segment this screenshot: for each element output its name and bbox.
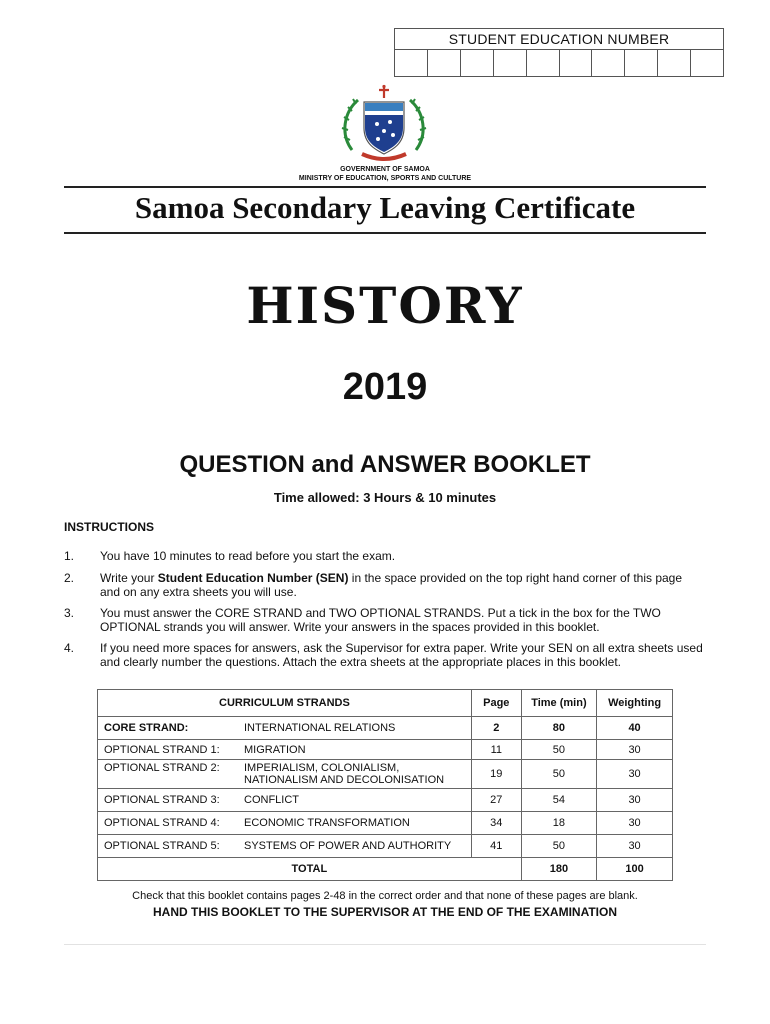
- strand-name: CONFLICT: [244, 794, 299, 806]
- hand-in-note: HAND THIS BOOKLET TO THE SUPERVISOR AT THE END OF THE EXAMINATION: [152, 905, 618, 919]
- instruction-number: 2.: [64, 571, 75, 585]
- header-time: Time (min): [521, 690, 596, 717]
- weight-cell: 30: [597, 760, 673, 789]
- page-cell: 19: [471, 760, 521, 789]
- sen-cell[interactable]: [395, 50, 428, 76]
- strand-label: OPTIONAL STRAND 5:: [104, 840, 220, 852]
- page-cell: 34: [471, 812, 521, 835]
- instruction-text: If you need more spaces for answers, ask the Supervisor for extra paper. Write your SEN on all extra sheets used and clearly number the questions. Attach the extra sheets at the appropriate places in this booklet.: [100, 641, 703, 669]
- samoa-coat-of-arms-icon: [338, 84, 430, 164]
- table-row: [98, 760, 673, 789]
- strand-cell: [98, 760, 472, 789]
- instruction-number: 1.: [64, 549, 75, 563]
- strand-label: OPTIONAL STRAND 1:: [104, 743, 220, 756]
- strand-label: OPTIONAL STRAND 3:: [104, 794, 220, 806]
- instruction-item: [64, 641, 704, 669]
- weight-cell: 30: [597, 835, 673, 858]
- weight-cell: 30: [597, 789, 673, 812]
- instruction-item: [64, 571, 704, 599]
- strand-name: MIGRATION: [244, 743, 306, 756]
- instruction-item: [64, 606, 704, 634]
- time-cell: 18: [521, 812, 596, 835]
- instruction-text-bold: Student Education Number (SEN): [157, 571, 349, 585]
- instruction-text-post: in the space provided on the top right hand corner of this page and on any extra sheets you will use.: [100, 571, 683, 599]
- strand-label: OPTIONAL STRAND 2:: [104, 762, 220, 774]
- table-row: [98, 835, 673, 858]
- weight-cell: 40: [597, 717, 673, 740]
- instructions-heading: INSTRUCTIONS: [64, 520, 154, 534]
- strand-name: IMPERIALISM, COLONIALISM, NATIONALISM AND DECOLONISATION: [244, 762, 445, 786]
- time-cell: 50: [521, 760, 596, 789]
- table-row: [98, 789, 673, 812]
- certificate-title: Samoa Secondary Leaving Certificate: [134, 190, 636, 225]
- time-allowed: Time allowed: 3 Hours & 10 minutes: [273, 490, 497, 505]
- instruction-text: [100, 571, 704, 599]
- table-header-row: [98, 690, 673, 717]
- sen-cell[interactable]: [625, 50, 658, 76]
- total-time: 180: [521, 858, 596, 881]
- strand-cell: [98, 740, 472, 760]
- sen-cell[interactable]: [461, 50, 494, 76]
- strand-label: CORE STRAND:: [104, 722, 189, 734]
- weight-cell: 30: [597, 740, 673, 760]
- table-row: [98, 812, 673, 835]
- booklet-title: QUESTION and ANSWER BOOKLET: [179, 451, 591, 478]
- instruction-text: You must answer the CORE STRAND and TWO OPTIONAL STRANDS. Put a tick in the box for the TWO OPTIONAL strands you will answer. Write your answers in the spaces provided in this booklet.: [100, 606, 661, 634]
- total-weight: 100: [597, 858, 673, 881]
- strand-name: ECONOMIC TRANSFORMATION: [244, 817, 410, 829]
- strand-label: OPTIONAL STRAND 4:: [104, 817, 220, 829]
- sen-cells: [395, 50, 723, 76]
- strand-cell: [98, 717, 472, 740]
- header-strands: CURRICULUM STRANDS: [98, 690, 472, 717]
- strand-cell: [98, 789, 472, 812]
- sen-cell[interactable]: [592, 50, 625, 76]
- divider: [64, 186, 706, 188]
- time-cell: 50: [521, 740, 596, 760]
- page-cell: 2: [471, 717, 521, 740]
- table-row: [98, 717, 673, 740]
- ministry-name: MINISTRY OF EDUCATION, SPORTS AND CULTURE: [298, 175, 472, 182]
- page-check-note: Check that this booklet contains pages 2-48 in the correct order and that none of these pages are blank.: [132, 890, 638, 902]
- total-row: [98, 858, 673, 881]
- strand-name: SYSTEMS OF POWER AND AUTHORITY: [244, 840, 452, 852]
- total-label: TOTAL: [98, 858, 522, 881]
- instruction-text: You have 10 minutes to read before you start the exam.: [100, 549, 396, 563]
- page-cell: 41: [471, 835, 521, 858]
- weight-cell: 30: [597, 812, 673, 835]
- subject-title: HISTORY: [246, 276, 524, 335]
- strand-cell: [98, 835, 472, 858]
- curriculum-strands-table: [97, 689, 673, 881]
- exam-year: 2019: [342, 366, 428, 408]
- instruction-number: 4.: [64, 641, 75, 655]
- header-page: Page: [471, 690, 521, 717]
- sen-label: STUDENT EDUCATION NUMBER: [395, 29, 723, 50]
- instruction-text-pre: Write your: [100, 571, 158, 585]
- sen-cell[interactable]: [527, 50, 560, 76]
- time-cell: 50: [521, 835, 596, 858]
- page-cell: 11: [471, 740, 521, 760]
- strand-cell: [98, 812, 472, 835]
- instruction-number: 3.: [64, 606, 75, 620]
- strand-name: INTERNATIONAL RELATIONS: [244, 722, 396, 734]
- header-weighting: Weighting: [597, 690, 673, 717]
- instruction-item: [64, 549, 704, 563]
- sen-cell[interactable]: [691, 50, 723, 76]
- government-name: GOVERNMENT OF SAMOA: [340, 166, 430, 173]
- divider: [64, 232, 706, 234]
- table-row: [98, 740, 673, 760]
- sen-cell[interactable]: [428, 50, 461, 76]
- sen-box: [394, 28, 724, 77]
- sen-cell[interactable]: [494, 50, 527, 76]
- sen-cell[interactable]: [658, 50, 691, 76]
- sen-cell[interactable]: [560, 50, 593, 76]
- time-cell: 80: [521, 717, 596, 740]
- footer-divider: [64, 944, 706, 945]
- page-cell: 27: [471, 789, 521, 812]
- time-cell: 54: [521, 789, 596, 812]
